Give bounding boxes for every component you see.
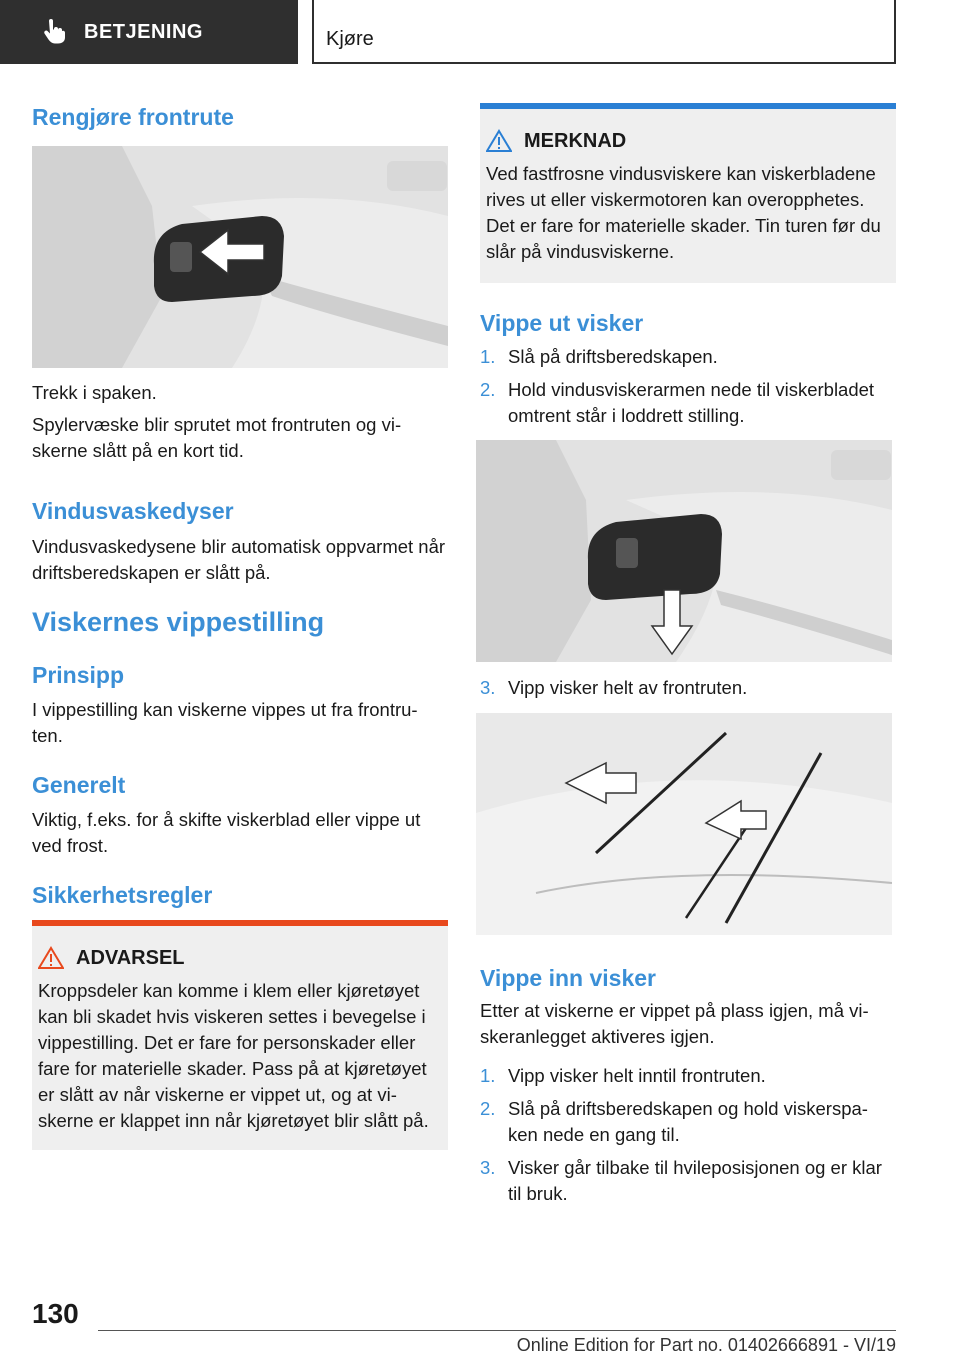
steps-flip-out — [480, 344, 896, 436]
heading-safety: Sikkerhetsregler — [32, 882, 213, 908]
warning-text: Kroppsdeler kan komme i klem eller kjøretøyet kan bli skadet hvis viskeren settes i bevegelse i vippestilling. Det er fare for personskader eller fare for materielle skader. Pass på at kjøretøyet er slått av når viskerne er vippet ut, og at vi-skerne er klappet inn når kjøretøyet blir slått på. — [38, 980, 429, 1131]
warning-accent-bar — [32, 920, 448, 926]
warning-title — [38, 946, 442, 970]
text-nozzles: Vindusvaskedysene blir automatisk oppvarmet når driftsberedskapen er slått på. — [32, 536, 446, 583]
heading-flip-in: Vippe inn visker — [480, 965, 656, 991]
steps-flip-in — [480, 1063, 896, 1214]
list-item: 1. Vipp visker helt inntil frontruten. — [480, 1065, 766, 1086]
list-item: 3. Visker går tilbake til hvileposisjonen og er klar til bruk. — [480, 1157, 882, 1204]
list-item: 1. Slå på driftsberedskapen. — [480, 346, 718, 367]
text-principle: I vippestilling kan viskerne vippes ut fra frontru-ten. — [32, 699, 418, 746]
heading-principle: Prinsipp — [32, 662, 125, 688]
page-number: 130 — [32, 1298, 79, 1329]
notice-title — [486, 129, 890, 153]
text-general: Viktig, f.eks. for å skifte viskerblad eller vippe ut ved frost. — [32, 809, 421, 856]
list-item: 2. Hold vindusviskerarmen nede til viskerbladet omtrent står i loddrett stilling. — [480, 379, 875, 426]
list-item: 3. Vipp visker helt av frontruten. — [480, 677, 748, 698]
footer-edition: Online Edition for Part no. 01402666891 - VI/19 — [516, 1335, 896, 1355]
hand-pointer-icon — [40, 18, 68, 46]
wipers-lifted-image — [476, 713, 892, 935]
steps-flip-out-cont — [480, 675, 896, 708]
text-pull-lever: Trekk i spaken. — [32, 382, 157, 403]
wiper-stalk-push-image — [32, 146, 448, 368]
notice-accent-bar — [480, 103, 896, 109]
warning-box — [32, 920, 448, 1150]
warning-triangle-icon — [486, 129, 512, 153]
heading-general: Generelt — [32, 772, 126, 798]
wiper-stalk-down-image — [476, 440, 892, 662]
heading-flip-position: Viskernes vippestilling — [32, 607, 325, 637]
text-flip-in: Etter at viskerne er vippet på plass igjen, må vi-skeranlegget aktiveres igjen. — [480, 1000, 869, 1047]
heading-flip-out: Vippe ut visker — [480, 310, 644, 336]
text-spray: Spylervæske blir sprutet mot frontruten og vi-skerne slått på en kort tid. — [32, 414, 402, 461]
section-title: BETJENING — [84, 20, 203, 43]
warning-triangle-icon — [38, 946, 64, 970]
heading-clean-windshield: Rengjøre frontrute — [32, 104, 234, 130]
list-item: 2. Slå på driftsberedskapen og hold viskerspa-ken nede en gang til. — [480, 1098, 868, 1145]
notice-title-text: MERKNAD — [524, 129, 627, 152]
warning-title-text: ADVARSEL — [76, 946, 185, 969]
section-tab — [0, 0, 298, 64]
notice-text: Ved fastfrosne vindusviskere kan viskerbladene rives ut eller viskermotoren kan overopphetes. Det er fare for materielle skader. Tin turen før du slår på vindusviskerne. — [486, 163, 881, 262]
notice-box — [480, 103, 896, 283]
footer-divider — [98, 1330, 896, 1331]
chapter-title: Kjøre — [312, 0, 896, 64]
heading-nozzles: Vindusvaskedyser — [32, 498, 234, 524]
